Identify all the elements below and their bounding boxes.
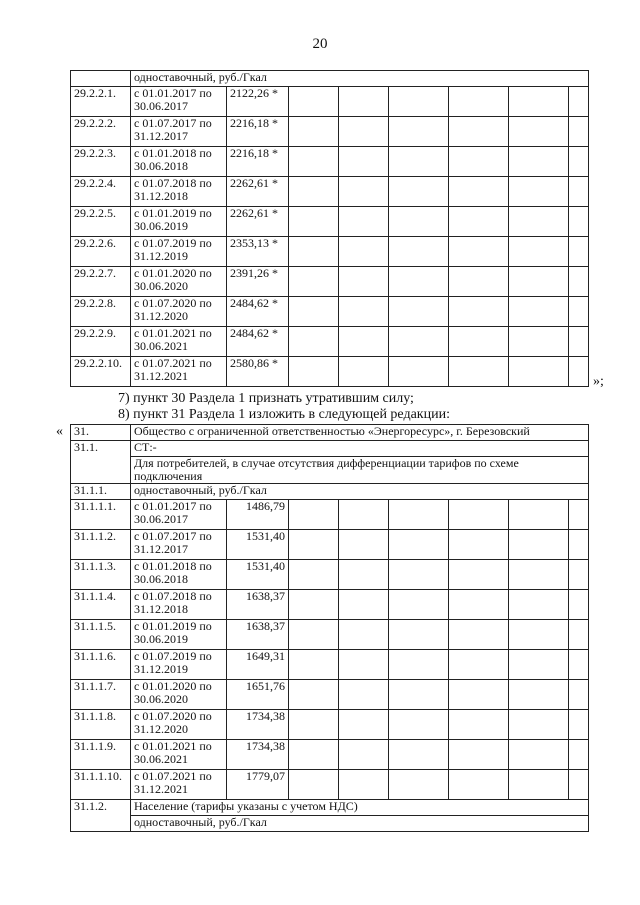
row-value: 2484,62 * (227, 297, 289, 327)
empty-cell (289, 237, 339, 267)
row-value: 1638,37 (227, 620, 289, 650)
row-num: 31.1.1.8. (71, 710, 131, 740)
row-period: с 01.01.2017 по 30.06.2017 (131, 87, 227, 117)
empty-cell (569, 87, 589, 117)
row-num: 29.2.2.2. (71, 117, 131, 147)
empty-cell (289, 117, 339, 147)
empty-cell (569, 500, 589, 530)
table-row (71, 267, 589, 297)
row-value: 2262,61 * (227, 207, 289, 237)
row-value: 1734,38 (227, 710, 289, 740)
row-num: 29.2.2.9. (71, 327, 131, 357)
empty-cell (449, 740, 509, 770)
table-header-row (71, 71, 589, 87)
empty-cell (449, 267, 509, 297)
row-num: 31.1.1.7. (71, 680, 131, 710)
row-period: с 01.07.2020 по 31.12.2020 (131, 297, 227, 327)
empty-cell (389, 650, 449, 680)
table-row (71, 87, 589, 117)
row-period: с 01.01.2017 по 30.06.2017 (131, 500, 227, 530)
empty-cell (339, 620, 389, 650)
empty-cell (569, 327, 589, 357)
empty-cell (449, 117, 509, 147)
empty-cell (289, 770, 339, 800)
row-value: 2353,13 * (227, 237, 289, 267)
empty-cell (449, 327, 509, 357)
empty-cell (569, 620, 589, 650)
row-value: 2216,18 * (227, 117, 289, 147)
empty-cell (509, 147, 569, 177)
row-period: с 01.07.2019 по 31.12.2019 (131, 237, 227, 267)
row-period: с 01.07.2021 по 31.12.2021 (131, 770, 227, 800)
row-period: с 01.07.2018 по 31.12.2018 (131, 177, 227, 207)
empty-cell (339, 147, 389, 177)
row-num: 29.2.2.4. (71, 177, 131, 207)
table-row (71, 560, 589, 590)
empty-cell (449, 357, 509, 387)
table-row (71, 117, 589, 147)
empty-cell (289, 147, 339, 177)
row-period: с 01.01.2018 по 30.06.2018 (131, 560, 227, 590)
empty-cell (449, 87, 509, 117)
empty-cell (569, 680, 589, 710)
empty-cell (339, 267, 389, 297)
empty-cell (449, 207, 509, 237)
empty-cell (389, 357, 449, 387)
empty-cell (449, 680, 509, 710)
empty-cell (449, 297, 509, 327)
empty-cell (389, 680, 449, 710)
table-row (71, 620, 589, 650)
tariff-type-header: одноставочный, руб./Гкал (131, 71, 589, 87)
row-num: 31.1.1.4. (71, 590, 131, 620)
row-num: 29.2.2.8. (71, 297, 131, 327)
empty-cell (339, 87, 389, 117)
row-period: с 01.01.2021 по 30.06.2021 (131, 327, 227, 357)
row-num: 31.1.1.9. (71, 740, 131, 770)
row-period: с 01.07.2017 по 31.12.2017 (131, 117, 227, 147)
row-num: 31.1.1.10. (71, 770, 131, 800)
row-period: с 01.07.2018 по 31.12.2018 (131, 590, 227, 620)
empty-cell (289, 560, 339, 590)
table-row (71, 680, 589, 710)
empty-cell (389, 297, 449, 327)
empty-cell (289, 327, 339, 357)
empty-cell (389, 207, 449, 237)
empty-cell (289, 500, 339, 530)
empty-cell (339, 650, 389, 680)
empty-cell (509, 357, 569, 387)
table-row (71, 650, 589, 680)
empty-cell (389, 177, 449, 207)
row-period: с 01.07.2021 по 31.12.2021 (131, 357, 227, 387)
empty-cell (389, 770, 449, 800)
empty-cell (389, 237, 449, 267)
empty-cell (389, 740, 449, 770)
row-num: 29.2.2.3. (71, 147, 131, 177)
row-value: 1531,40 (227, 530, 289, 560)
empty-cell (569, 147, 589, 177)
empty-cell (509, 327, 569, 357)
empty-cell (339, 740, 389, 770)
sub-num: 31.1.1. (71, 484, 131, 500)
empty-cell (389, 530, 449, 560)
empty-cell (449, 710, 509, 740)
row-num: 31.1.1.1. (71, 500, 131, 530)
row-period: с 01.01.2018 по 30.06.2018 (131, 147, 227, 177)
row-value: 1649,31 (227, 650, 289, 680)
consumers-label: Для потребителей, в случае отсутствия дифференциации тарифов по схеме подключения (131, 457, 589, 484)
empty-cell (449, 560, 509, 590)
tariff-table-31 (70, 424, 589, 832)
empty-cell (569, 177, 589, 207)
table-row (71, 147, 589, 177)
pop-num: 31.1.2. (71, 800, 131, 832)
empty-cell (289, 267, 339, 297)
opening-quote: « (56, 424, 63, 439)
table-row (71, 297, 589, 327)
row-num: 29.2.2.7. (71, 267, 131, 297)
empty-cell (449, 237, 509, 267)
row-value: 1779,07 (227, 770, 289, 800)
st-num: 31.1. (71, 441, 131, 484)
empty-cell (289, 297, 339, 327)
sub-header-row (71, 484, 589, 500)
row-value: 1531,40 (227, 560, 289, 590)
empty-cell (509, 500, 569, 530)
empty-cell (509, 740, 569, 770)
empty-cell (339, 117, 389, 147)
empty-cell (569, 530, 589, 560)
row-period: с 01.01.2019 по 30.06.2019 (131, 620, 227, 650)
empty-cell (509, 680, 569, 710)
item-8-text: 8) пункт 31 Раздела 1 изложить в следующей редакции: (118, 407, 450, 422)
org-row (71, 425, 589, 441)
empty-cell (509, 560, 569, 590)
empty-cell (509, 177, 569, 207)
row-period: с 01.07.2017 по 31.12.2017 (131, 530, 227, 560)
empty-cell (289, 357, 339, 387)
empty-cell (449, 650, 509, 680)
empty-cell (289, 740, 339, 770)
table-row (71, 237, 589, 267)
table-row (71, 590, 589, 620)
empty-cell (569, 740, 589, 770)
row-value: 1486,79 (227, 500, 289, 530)
table-row (71, 357, 589, 387)
empty-cell (569, 237, 589, 267)
empty-cell (339, 357, 389, 387)
empty-cell (389, 710, 449, 740)
row-value: 2262,61 * (227, 177, 289, 207)
empty-cell (339, 327, 389, 357)
empty-cell (569, 710, 589, 740)
empty-cell (509, 530, 569, 560)
sub-label: одноставочный, руб./Гкал (131, 484, 589, 500)
empty-cell (509, 297, 569, 327)
empty-cell (389, 327, 449, 357)
page-number: 20 (312, 36, 328, 52)
row-num: 31.1.1.3. (71, 560, 131, 590)
table-row (71, 740, 589, 770)
empty-cell (339, 590, 389, 620)
empty-cell (449, 530, 509, 560)
closing-quote: »; (593, 374, 604, 389)
empty-cell (449, 620, 509, 650)
empty-cell (289, 680, 339, 710)
empty-cell (289, 530, 339, 560)
row-value: 1638,37 (227, 590, 289, 620)
empty-cell (289, 207, 339, 237)
st-row (71, 441, 589, 457)
population-sub-row (71, 816, 589, 832)
table-row (71, 500, 589, 530)
empty-cell (509, 650, 569, 680)
st-label: СТ:- (131, 441, 589, 457)
table-row (71, 710, 589, 740)
empty-cell (569, 650, 589, 680)
empty-cell (289, 177, 339, 207)
pop-sub-label: одноставочный, руб./Гкал (131, 816, 589, 832)
row-period: с 01.01.2019 по 30.06.2019 (131, 207, 227, 237)
row-period: с 01.01.2021 по 30.06.2021 (131, 740, 227, 770)
empty-cell (339, 710, 389, 740)
population-row (71, 800, 589, 816)
empty-cell (569, 560, 589, 590)
empty-cell (509, 207, 569, 237)
row-value: 1734,38 (227, 740, 289, 770)
empty-cell (569, 357, 589, 387)
empty-cell (289, 590, 339, 620)
empty-cell (569, 207, 589, 237)
empty-cell (509, 87, 569, 117)
empty-cell (569, 297, 589, 327)
empty-cell (389, 87, 449, 117)
empty-cell (339, 770, 389, 800)
empty-cell (339, 177, 389, 207)
row-num: 29.2.2.6. (71, 237, 131, 267)
row-num: 31.1.1.5. (71, 620, 131, 650)
row-period: с 01.07.2019 по 31.12.2019 (131, 650, 227, 680)
item-7-text: 7) пункт 30 Раздела 1 признать утратившим силу; (118, 391, 414, 406)
empty-cell (449, 500, 509, 530)
empty-cell (509, 117, 569, 147)
empty-cell (569, 267, 589, 297)
header-num-cell (71, 71, 131, 87)
empty-cell (449, 147, 509, 177)
empty-cell (569, 590, 589, 620)
table-row (71, 207, 589, 237)
empty-cell (339, 297, 389, 327)
empty-cell (339, 560, 389, 590)
empty-cell (389, 560, 449, 590)
empty-cell (389, 620, 449, 650)
row-period: с 01.01.2020 по 30.06.2020 (131, 680, 227, 710)
empty-cell (289, 710, 339, 740)
table-row (71, 327, 589, 357)
empty-cell (509, 620, 569, 650)
empty-cell (509, 590, 569, 620)
row-num: 29.2.2.10. (71, 357, 131, 387)
pop-label: Население (тарифы указаны с учетом НДС) (131, 800, 589, 816)
row-period: с 01.07.2020 по 31.12.2020 (131, 710, 227, 740)
org-num: 31. (71, 425, 131, 441)
row-num: 31.1.1.6. (71, 650, 131, 680)
empty-cell (389, 117, 449, 147)
empty-cell (449, 177, 509, 207)
row-period: с 01.01.2020 по 30.06.2020 (131, 267, 227, 297)
row-num: 29.2.2.5. (71, 207, 131, 237)
row-num: 29.2.2.1. (71, 87, 131, 117)
empty-cell (339, 500, 389, 530)
empty-cell (389, 267, 449, 297)
empty-cell (289, 650, 339, 680)
empty-cell (449, 770, 509, 800)
table-row (71, 770, 589, 800)
empty-cell (509, 710, 569, 740)
empty-cell (289, 620, 339, 650)
empty-cell (389, 590, 449, 620)
empty-cell (339, 237, 389, 267)
row-value: 2122,26 * (227, 87, 289, 117)
table-row (71, 177, 589, 207)
consumers-row (71, 457, 589, 484)
table-row (71, 530, 589, 560)
row-value: 2580,86 * (227, 357, 289, 387)
empty-cell (339, 680, 389, 710)
empty-cell (509, 770, 569, 800)
empty-cell (339, 530, 389, 560)
row-value: 2216,18 * (227, 147, 289, 177)
empty-cell (389, 500, 449, 530)
empty-cell (569, 770, 589, 800)
org-name: Общество с ограниченной ответственностью «Энергоресурс», г. Березовский (131, 425, 589, 441)
empty-cell (389, 147, 449, 177)
row-value: 1651,76 (227, 680, 289, 710)
row-value: 2391,26 * (227, 267, 289, 297)
empty-cell (509, 267, 569, 297)
row-num: 31.1.1.2. (71, 530, 131, 560)
empty-cell (289, 87, 339, 117)
tariff-table-29 (70, 70, 589, 387)
empty-cell (509, 237, 569, 267)
empty-cell (449, 590, 509, 620)
empty-cell (339, 207, 389, 237)
empty-cell (569, 117, 589, 147)
row-value: 2484,62 * (227, 327, 289, 357)
